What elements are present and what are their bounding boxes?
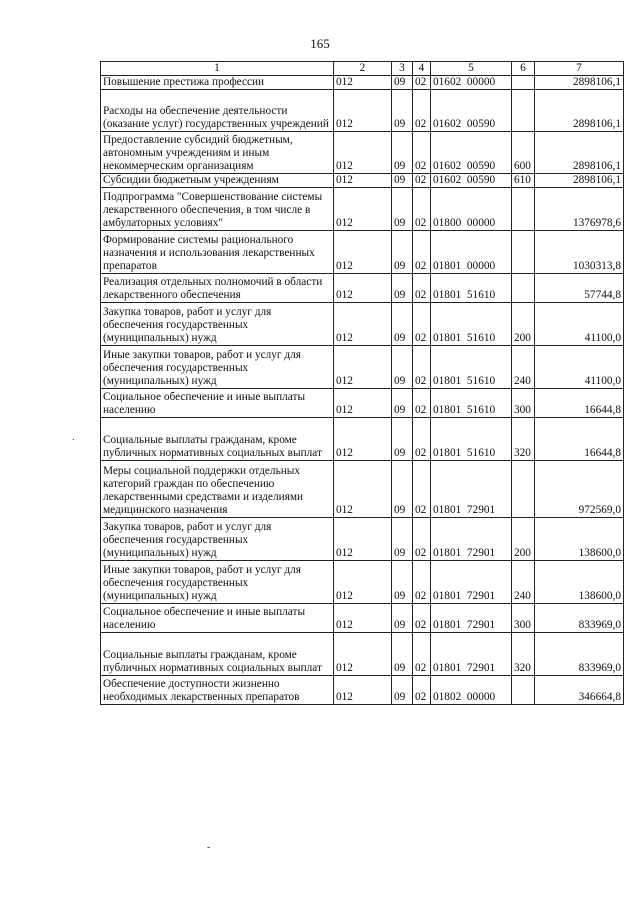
table-row bbox=[101, 303, 624, 346]
row-code-target: 01801 72901 bbox=[431, 461, 512, 518]
row-code-target: 01801 72901 bbox=[431, 604, 512, 633]
row-code-expense-type bbox=[512, 76, 535, 90]
row-name: Меры социальной поддержки отдельных категорий граждан по обеспечению лекарственными средствами и изделиями медицинского назначения bbox=[101, 461, 334, 518]
row-code-target: 01602 00590 bbox=[431, 90, 512, 132]
row-code-admin: 012 bbox=[334, 346, 392, 389]
table-row bbox=[101, 389, 624, 418]
row-code-subsection: 02 bbox=[413, 676, 431, 705]
row-name: Субсидии бюджетным учреждениям bbox=[101, 174, 334, 188]
row-amount: 2898106,1 bbox=[535, 76, 624, 90]
row-name: Реализация отдельных полномочий в области лекарственного обеспечения bbox=[101, 274, 334, 303]
row-name: Иные закупки товаров, работ и услуг для обеспечения государственных (муниципальных) нужд bbox=[101, 561, 334, 604]
column-header: 5 bbox=[431, 62, 512, 76]
row-code-subsection: 02 bbox=[413, 132, 431, 174]
column-header: 2 bbox=[334, 62, 392, 76]
column-header: 3 bbox=[392, 62, 413, 76]
row-code-subsection: 02 bbox=[413, 231, 431, 274]
row-code-expense-type bbox=[512, 90, 535, 132]
row-code-admin: 012 bbox=[334, 274, 392, 303]
row-code-expense-type: 240 bbox=[512, 346, 535, 389]
row-code-expense-type: 320 bbox=[512, 633, 535, 676]
budget-table bbox=[100, 61, 624, 705]
row-code-expense-type: 200 bbox=[512, 303, 535, 346]
row-code-target: 01801 72901 bbox=[431, 561, 512, 604]
row-code-expense-type: 300 bbox=[512, 389, 535, 418]
row-code-admin: 012 bbox=[334, 676, 392, 705]
row-name: Социальные выплаты гражданам, кроме публичных нормативных социальных выплат bbox=[101, 418, 334, 461]
table-row bbox=[101, 461, 624, 518]
row-code-admin: 012 bbox=[334, 188, 392, 231]
table-row bbox=[101, 633, 624, 676]
table-row bbox=[101, 561, 624, 604]
row-amount: 2898106,1 bbox=[535, 132, 624, 174]
column-header: 7 bbox=[535, 62, 624, 76]
page-number: 165 bbox=[310, 36, 330, 51]
row-code-target: 01801 51610 bbox=[431, 418, 512, 461]
row-code-target: 01801 51610 bbox=[431, 346, 512, 389]
row-amount: 1030313,8 bbox=[535, 231, 624, 274]
table-row bbox=[101, 76, 624, 90]
table-row bbox=[101, 174, 624, 188]
row-code-section: 09 bbox=[392, 418, 413, 461]
row-code-admin: 012 bbox=[334, 561, 392, 604]
row-code-target: 01801 51610 bbox=[431, 303, 512, 346]
row-code-section: 09 bbox=[392, 676, 413, 705]
column-header: 6 bbox=[512, 62, 535, 76]
row-name: Расходы на обеспечение деятельности (оказание услуг) государственных учреждений bbox=[101, 90, 334, 132]
row-code-section: 09 bbox=[392, 604, 413, 633]
row-amount: 16644,8 bbox=[535, 389, 624, 418]
table-row bbox=[101, 188, 624, 231]
table-row bbox=[101, 676, 624, 705]
row-code-admin: 012 bbox=[334, 174, 392, 188]
table-row bbox=[101, 346, 624, 389]
row-code-section: 09 bbox=[392, 389, 413, 418]
row-code-section: 09 bbox=[392, 518, 413, 561]
row-code-subsection: 02 bbox=[413, 174, 431, 188]
row-code-expense-type bbox=[512, 274, 535, 303]
row-code-section: 09 bbox=[392, 561, 413, 604]
row-code-target: 01801 72901 bbox=[431, 518, 512, 561]
row-code-admin: 012 bbox=[334, 132, 392, 174]
row-code-target: 01801 51610 bbox=[431, 274, 512, 303]
row-code-section: 09 bbox=[392, 346, 413, 389]
scan-speck: - bbox=[207, 842, 211, 853]
table-row bbox=[101, 518, 624, 561]
row-code-target: 01802 00000 bbox=[431, 676, 512, 705]
row-amount: 2898106,1 bbox=[535, 90, 624, 132]
row-code-expense-type: 200 bbox=[512, 518, 535, 561]
row-code-expense-type bbox=[512, 188, 535, 231]
row-code-subsection: 02 bbox=[413, 303, 431, 346]
row-code-target: 01800 00000 bbox=[431, 188, 512, 231]
row-name: Социальные выплаты гражданам, кроме публичных нормативных социальных выплат bbox=[101, 633, 334, 676]
table-row bbox=[101, 418, 624, 461]
row-code-subsection: 02 bbox=[413, 461, 431, 518]
row-code-expense-type: 240 bbox=[512, 561, 535, 604]
row-amount: 41100,0 bbox=[535, 346, 624, 389]
row-code-section: 09 bbox=[392, 274, 413, 303]
row-code-admin: 012 bbox=[334, 518, 392, 561]
row-code-subsection: 02 bbox=[413, 633, 431, 676]
row-code-admin: 012 bbox=[334, 418, 392, 461]
table-row bbox=[101, 132, 624, 174]
row-code-section: 09 bbox=[392, 461, 413, 518]
row-code-admin: 012 bbox=[334, 90, 392, 132]
row-code-subsection: 02 bbox=[413, 274, 431, 303]
row-amount: 2898106,1 bbox=[535, 174, 624, 188]
scan-speck: . bbox=[72, 432, 75, 443]
row-code-target: 01602 00000 bbox=[431, 76, 512, 90]
row-amount: 16644,8 bbox=[535, 418, 624, 461]
row-code-target: 01801 00000 bbox=[431, 231, 512, 274]
row-code-section: 09 bbox=[392, 174, 413, 188]
row-code-subsection: 02 bbox=[413, 188, 431, 231]
row-amount: 138600,0 bbox=[535, 561, 624, 604]
table-row bbox=[101, 274, 624, 303]
row-code-expense-type: 610 bbox=[512, 174, 535, 188]
row-name: Иные закупки товаров, работ и услуг для обеспечения государственных (муниципальных) нужд bbox=[101, 346, 334, 389]
row-code-target: 01602 00590 bbox=[431, 174, 512, 188]
row-amount: 1376978,6 bbox=[535, 188, 624, 231]
row-name: Социальное обеспечение и иные выплаты населению bbox=[101, 389, 334, 418]
row-code-admin: 012 bbox=[334, 303, 392, 346]
table-row bbox=[101, 604, 624, 633]
row-name: Обеспечение доступности жизненно необходимых лекарственных препаратов bbox=[101, 676, 334, 705]
row-code-target: 01801 51610 bbox=[431, 389, 512, 418]
row-code-subsection: 02 bbox=[413, 346, 431, 389]
row-code-admin: 012 bbox=[334, 461, 392, 518]
row-code-section: 09 bbox=[392, 231, 413, 274]
row-code-subsection: 02 bbox=[413, 90, 431, 132]
row-code-subsection: 02 bbox=[413, 518, 431, 561]
row-amount: 41100,0 bbox=[535, 303, 624, 346]
row-name: Закупка товаров, работ и услуг для обеспечения государственных (муниципальных) нужд bbox=[101, 303, 334, 346]
row-amount: 138600,0 bbox=[535, 518, 624, 561]
table-row bbox=[101, 231, 624, 274]
row-code-subsection: 02 bbox=[413, 418, 431, 461]
table-row bbox=[101, 90, 624, 132]
row-code-expense-type: 600 bbox=[512, 132, 535, 174]
row-code-subsection: 02 bbox=[413, 76, 431, 90]
row-code-section: 09 bbox=[392, 90, 413, 132]
row-code-admin: 012 bbox=[334, 633, 392, 676]
row-amount: 833969,0 bbox=[535, 604, 624, 633]
row-amount: 972569,0 bbox=[535, 461, 624, 518]
column-header: 4 bbox=[413, 62, 431, 76]
row-name: Предоставление субсидий бюджетным, автономным учреждениям и иным некоммерческим организациям bbox=[101, 132, 334, 174]
row-name: Закупка товаров, работ и услуг для обеспечения государственных (муниципальных) нужд bbox=[101, 518, 334, 561]
row-code-section: 09 bbox=[392, 132, 413, 174]
row-code-section: 09 bbox=[392, 633, 413, 676]
row-code-section: 09 bbox=[392, 76, 413, 90]
row-code-expense-type bbox=[512, 231, 535, 274]
row-code-subsection: 02 bbox=[413, 389, 431, 418]
row-code-target: 01801 72901 bbox=[431, 633, 512, 676]
header-row bbox=[101, 62, 624, 76]
row-code-expense-type bbox=[512, 676, 535, 705]
row-code-expense-type: 300 bbox=[512, 604, 535, 633]
row-code-target: 01602 00590 bbox=[431, 132, 512, 174]
row-amount: 833969,0 bbox=[535, 633, 624, 676]
row-code-subsection: 02 bbox=[413, 604, 431, 633]
row-name: Социальное обеспечение и иные выплаты населению bbox=[101, 604, 334, 633]
row-code-expense-type: 320 bbox=[512, 418, 535, 461]
row-name: Формирование системы рационального назначения и использования лекарственных препаратов bbox=[101, 231, 334, 274]
row-code-admin: 012 bbox=[334, 76, 392, 90]
row-code-admin: 012 bbox=[334, 231, 392, 274]
column-header: 1 bbox=[101, 62, 334, 76]
row-name: Повышение престижа профессии bbox=[101, 76, 334, 90]
row-code-section: 09 bbox=[392, 188, 413, 231]
row-code-subsection: 02 bbox=[413, 561, 431, 604]
row-code-expense-type bbox=[512, 461, 535, 518]
row-code-admin: 012 bbox=[334, 389, 392, 418]
row-name: Подпрограмма "Совершенствование системы лекарственного обеспечения, в том числе в амбулаторных условиях" bbox=[101, 188, 334, 231]
row-amount: 346664,8 bbox=[535, 676, 624, 705]
row-code-admin: 012 bbox=[334, 604, 392, 633]
row-code-section: 09 bbox=[392, 303, 413, 346]
row-amount: 57744,8 bbox=[535, 274, 624, 303]
